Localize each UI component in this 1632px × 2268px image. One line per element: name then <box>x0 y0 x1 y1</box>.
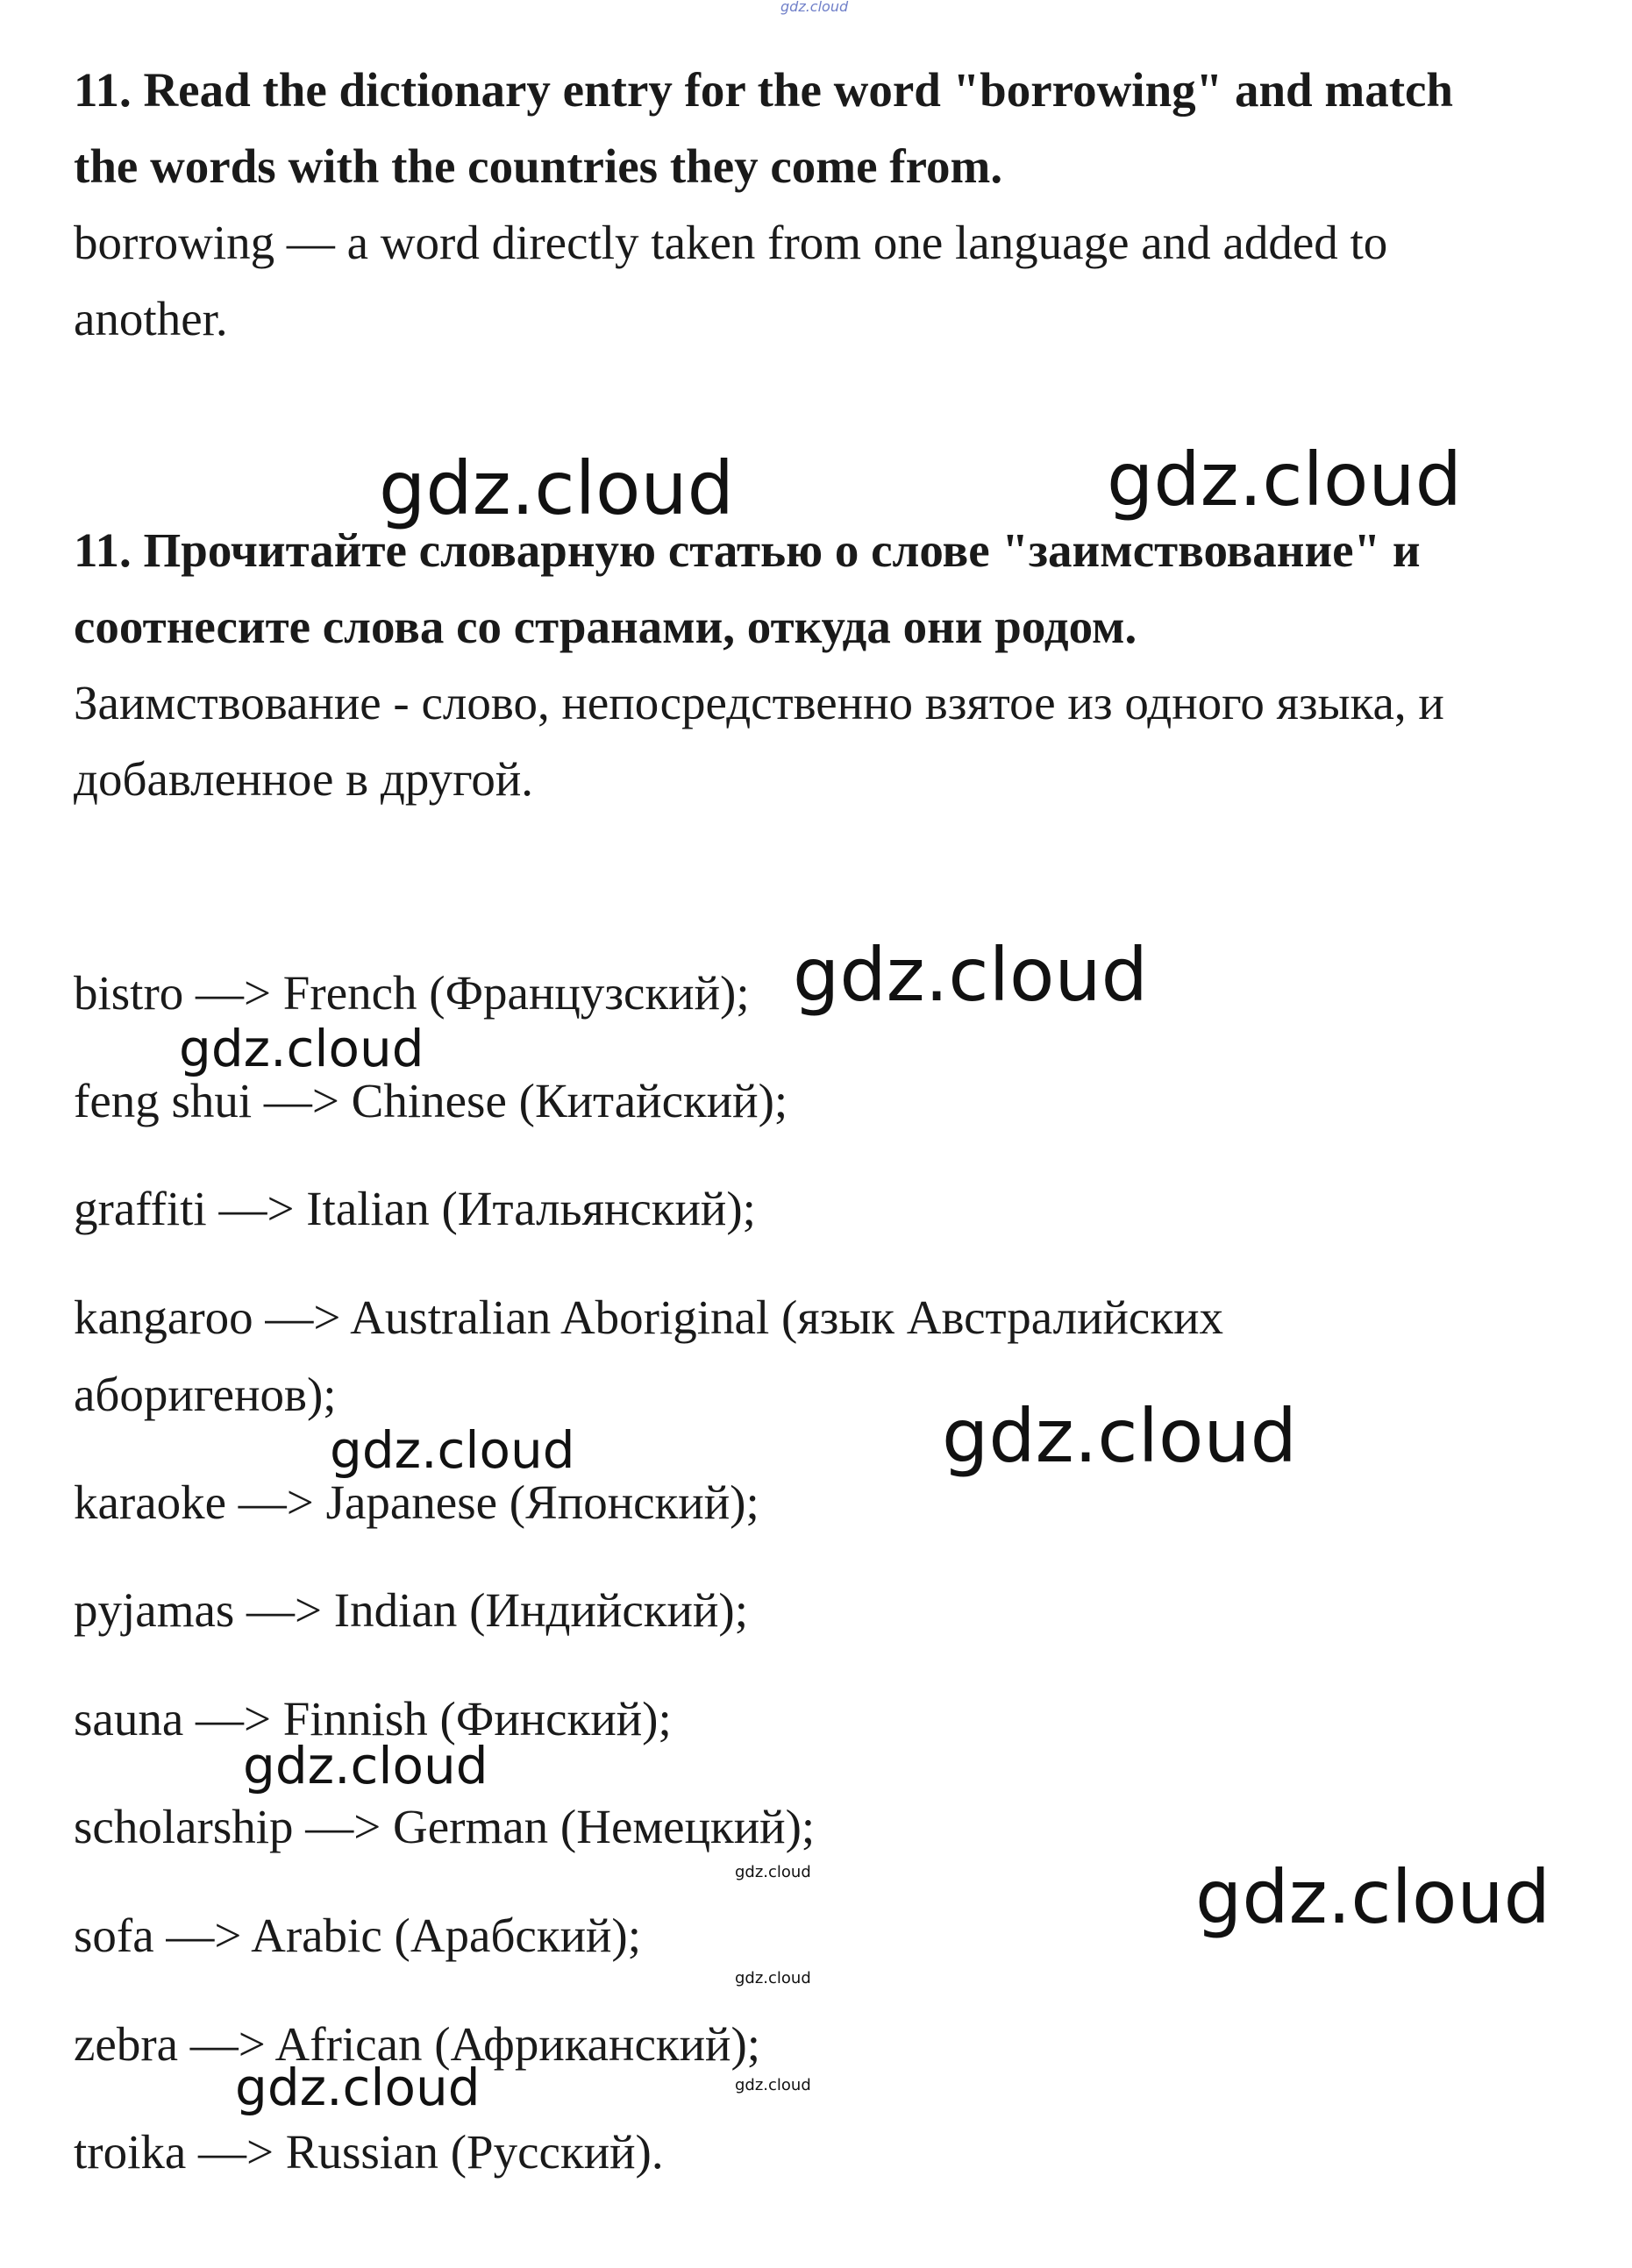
answer-line: bistro —> French (Французский); <box>74 966 750 1020</box>
answer-line: zebra —> African (Африканский); <box>74 2017 761 2071</box>
english-heading-line-2: the words with the countries they come from. <box>74 139 1003 193</box>
answer-line: feng shui —> Chinese (Китайский); <box>74 1074 788 1127</box>
english-definition-line-2: another. <box>74 292 228 345</box>
watermark: gdz.cloud <box>379 445 734 531</box>
answer-line: graffiti —> Italian (Итальянский); <box>74 1182 756 1235</box>
watermark: gdz.cloud <box>1107 437 1462 523</box>
watermark: gdz.cloud <box>235 2058 481 2117</box>
russian-heading-line-2: соотнесите слова со странами, откуда они родом. <box>74 600 1137 653</box>
watermark: gdz.cloud <box>1195 1854 1550 1940</box>
answer-line: sauna —> Finnish (Финский); <box>74 1692 672 1745</box>
watermark: gdz.cloud <box>735 1863 811 1881</box>
watermark-top: gdz.cloud <box>780 0 849 15</box>
english-heading-line-1: 11. Read the dictionary entry for the word "borrowing" and match <box>74 63 1454 117</box>
watermark: gdz.cloud <box>179 1019 424 1078</box>
answer-line: sofa —> Arabic (Арабский); <box>74 1909 642 1962</box>
answer-line: kangaroo —> Australian Aboriginal (язык Австралийских <box>74 1290 1224 1344</box>
answer-line: scholarship —> German (Немецкий); <box>74 1800 816 1853</box>
russian-definition-line-2: добавленное в другой. <box>74 752 534 806</box>
watermark: gdz.cloud <box>793 932 1148 1018</box>
watermark: gdz.cloud <box>330 1420 575 1480</box>
watermark: gdz.cloud <box>735 1969 811 1987</box>
answer-line: troika —> Russian (Русский). <box>74 2125 664 2179</box>
russian-definition-line-1: Заимствование - слово, непосредственно взятое из одного языка, и <box>74 676 1444 729</box>
answer-line: аборигенов); <box>74 1368 337 1421</box>
watermark: gdz.cloud <box>735 2076 811 2094</box>
english-definition-line-1: borrowing — a word directly taken from one language and added to <box>74 216 1388 269</box>
answer-line: pyjamas —> Indian (Индийский); <box>74 1583 748 1637</box>
watermark: gdz.cloud <box>942 1393 1297 1479</box>
watermark: gdz.cloud <box>243 1736 488 1795</box>
answer-line: karaoke —> Japanese (Японский); <box>74 1475 759 1529</box>
russian-heading-line-1: 11. Прочитайте словарную статью о слове "заимствование" и <box>74 523 1421 577</box>
